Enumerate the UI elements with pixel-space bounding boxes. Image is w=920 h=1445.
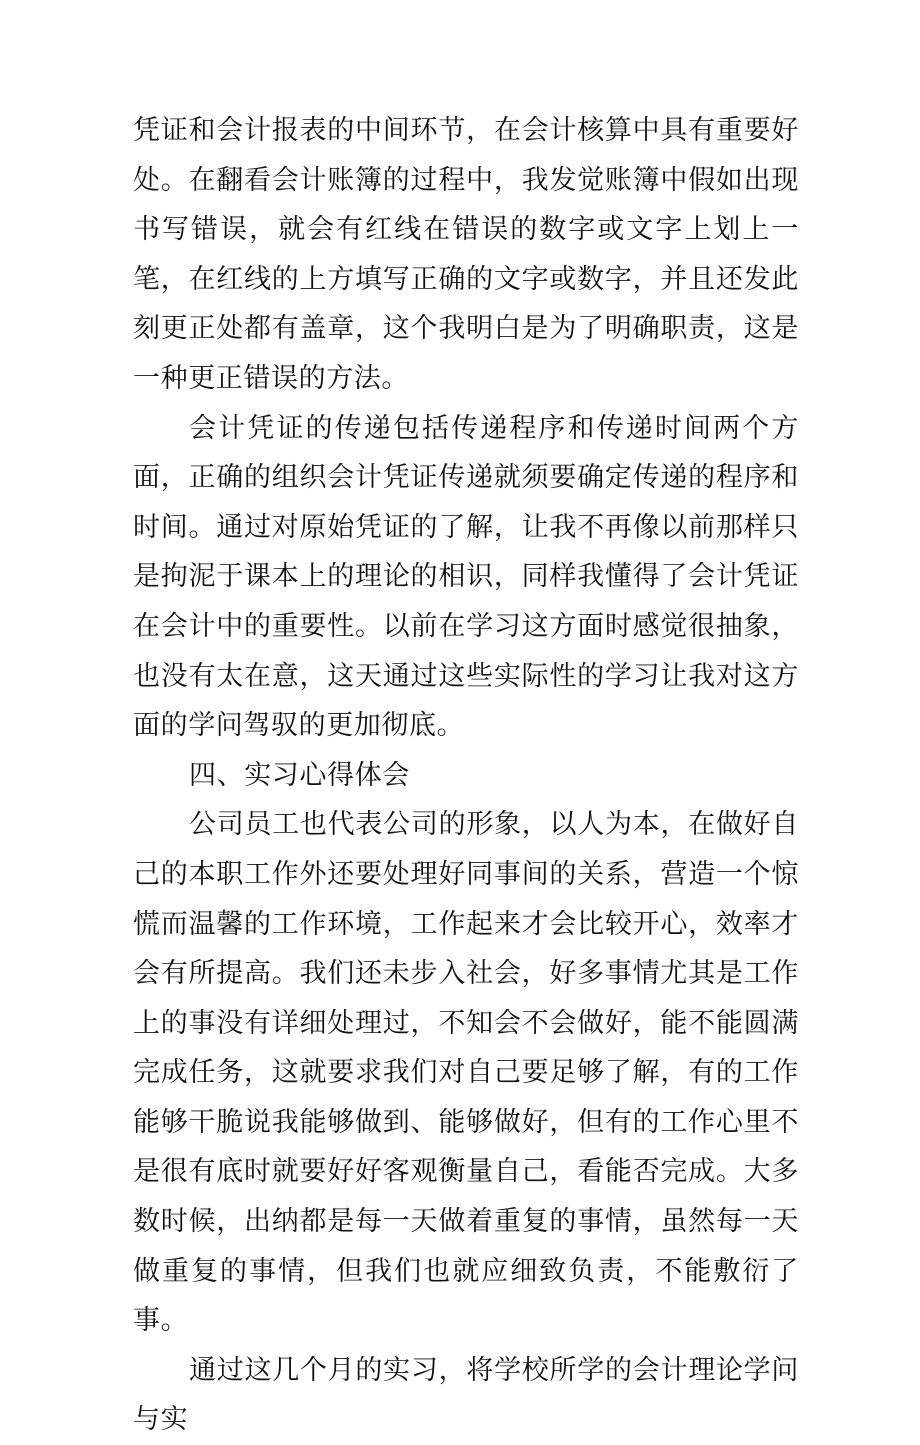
paragraph-experience: 公司员工也代表公司的形象，以人为本，在做好自己的本职工作外还要处理好同事间的关系，营造一个惊慌而温馨的工作环境，工作起来才会比较开心，效率才会有所提高。我们还未步入社会，好多事情尤其是工作上的事没有详细处理过，不知会不会做好，能不能圆满完成任务，这就要求我们对自己要足够了解，有的工作能够干脆说我能够做到、能够做好，但有的工作心里不是很有底时就要好好客观衡量自己，看能否完成。大多数时候，出纳都是每一天做着重复的事情，虽然每一天做重复的事情，但我们也就应细致负责，不能敷衍了事。 — [133, 809, 799, 1337]
document-body — [133, 106, 799, 1445]
paragraph-summary: 通过这几个月的实习，将学校所学的会计理论学问与实 — [133, 1354, 799, 1436]
paragraph-continuation: 凭证和会计报表的中间环节，在会计核算中具有重要好处。在翻看会计账簿的过程中，我发觉账簿中假如出现书写错误，就会有红线在错误的数字或文字上划上一笔，在红线的上方填写正确的文字或数字，并且还发此刻更正处都有盖章，这个我明白是为了明确职责，这是一种更正错误的方法。 — [133, 115, 799, 394]
section-heading: 四、实习心得体会 — [189, 759, 410, 791]
paragraph-voucher-transfer: 会计凭证的传递包括传递程序和传递时间两个方面，正确的组织会计凭证传递就须要确定传递的程序和时间。通过对原始凭证的了解，让我不再像以前那样只是拘泥于课本上的理论的相识，同样我懂得了会计凭证在会计中的重要性。以前在学习这方面时感觉很抽象，也没有太在意，这天通过这些实际性的学习让我对这方面的学问驾驭的更加彻底。 — [133, 412, 799, 742]
